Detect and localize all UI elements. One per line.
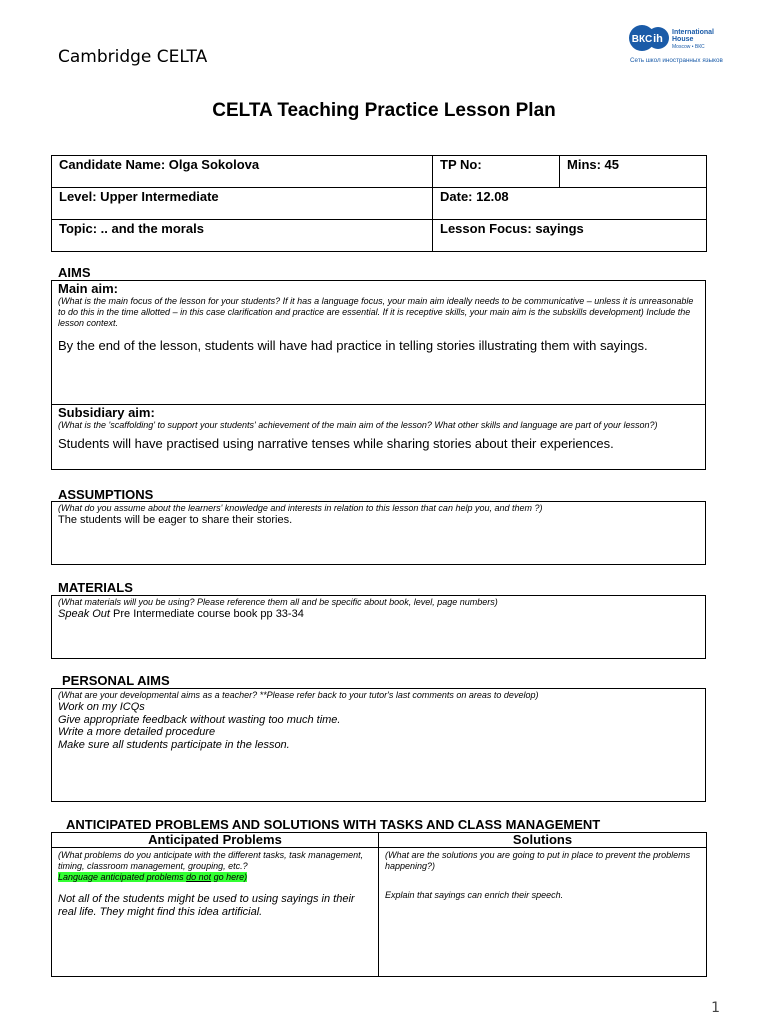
materials-text — [52, 608, 705, 621]
problems-hint: (What problems do you anticipate with the different tasks, task management, timing, classroom management, grouping, etc.? — [58, 850, 364, 871]
solutions-text: Explain that sayings can enrich their speech. — [385, 890, 564, 900]
personal-aims-label: PERSONAL AIMS — [62, 673, 170, 688]
subsidiary-aim-section — [52, 405, 705, 451]
logo-name-line2: House — [672, 36, 694, 43]
logo-badge-text: ВКС — [631, 34, 653, 45]
materials-label: MATERIALS — [58, 580, 133, 595]
lesson-focus-cell: Lesson Focus: sayings — [433, 220, 707, 252]
logo-ih-text: ih — [653, 33, 663, 45]
aims-box — [51, 280, 706, 470]
problems-cell — [52, 848, 379, 977]
subsidiary-aim-hint: (What is the 'scaffolding' to support your students' achievement of the main aim of the lesson? What other skills and language are part of your lesson?) — [58, 420, 658, 430]
page-title: CELTA Teaching Practice Lesson Plan — [212, 100, 556, 121]
materials-box — [51, 595, 706, 659]
logo-name-line3: Moscow • ВКС — [672, 44, 705, 50]
logo-tagline: Сеть школ иностранных языков — [630, 57, 723, 64]
materials-book-details: Pre Intermediate course book pp 33-34 — [109, 608, 304, 620]
solutions-cell — [379, 848, 707, 977]
tp-no-cell: TP No: — [433, 156, 560, 188]
personal-aim-item: Give appropriate feedback without wasting too much time. — [58, 713, 341, 726]
topic-cell: Topic: .. and the morals — [52, 220, 433, 252]
problems-text: Not all of the students might be used to using sayings in their real life. They might find this idea artificial. — [58, 893, 355, 918]
highlight-text-a: Language anticipated problems — [58, 872, 187, 882]
date-cell: Date: 12.08 — [433, 188, 707, 220]
candidate-name-cell: Candidate Name: Olga Sokolova — [52, 156, 433, 188]
assumptions-box — [51, 501, 706, 565]
main-aim-hint: (What is the main focus of the lesson for your students? If it has a language focus, your main aim ideally needs to be communicative – unless it is unreasonable to do this in the time allotted – in this case clarification and practice are essential. If it is receptive skills, your main aim is the subskills development) Include the lesson context. — [58, 296, 694, 328]
personal-aim-item: Work on my ICQs — [58, 701, 145, 713]
problems-highlight-note — [52, 872, 378, 883]
assumptions-text: The students will be eager to share their stories. — [58, 514, 293, 526]
subsidiary-aim-title: Subsidiary aim: — [58, 405, 155, 420]
level-cell: Level: Upper Intermediate — [52, 188, 433, 220]
solutions-column-header: Solutions — [379, 833, 707, 848]
materials-hint: (What materials will you be using? Please reference them all and be specific about book, level, page numbers) — [58, 597, 498, 607]
mins-cell: Mins: 45 — [560, 156, 707, 188]
subsidiary-aim-text: Students will have practised using narrative tenses while sharing stories about their experiences. — [58, 436, 614, 451]
page-number: 1 — [711, 1000, 720, 1016]
main-aim-title: Main aim: — [58, 281, 118, 296]
logo-name-line1: International — [672, 29, 715, 36]
problems-label: ANTICIPATED PROBLEMS AND SOLUTIONS WITH TASKS AND CLASS MANAGEMENT — [66, 817, 601, 832]
personal-aim-item: Make sure all students participate in the lesson. — [58, 738, 290, 751]
materials-book-title: Speak Out — [58, 608, 110, 620]
personal-aims-box — [51, 688, 706, 802]
logo-icon — [628, 22, 738, 66]
header-title: Cambridge CELTA — [58, 47, 208, 67]
highlight-text-c: go here) — [211, 872, 248, 882]
assumptions-label: ASSUMPTIONS — [58, 487, 154, 502]
personal-aims-hint: (What are your developmental aims as a teacher? **Please refer back to your tutor's last comments on areas to develop) — [58, 690, 539, 700]
problems-solutions-table — [51, 832, 707, 977]
lesson-info-table — [51, 155, 707, 252]
assumptions-hint: (What do you assume about the learners' knowledge and interests in relation to this lesson that can help you, and them ?) — [58, 503, 543, 513]
problems-column-header: Anticipated Problems — [52, 833, 379, 848]
highlight-text-b: do not — [186, 872, 212, 882]
aims-label: AIMS — [58, 265, 91, 280]
personal-aim-item: Write a more detailed procedure — [58, 726, 216, 738]
international-house-logo — [628, 22, 738, 66]
solutions-hint: (What are the solutions you are going to put in place to prevent the problems happening?) — [385, 850, 691, 871]
main-aim-section — [52, 281, 705, 405]
main-aim-text: By the end of the lesson, students will have had practice in telling stories illustrating them with sayings. — [58, 338, 648, 353]
